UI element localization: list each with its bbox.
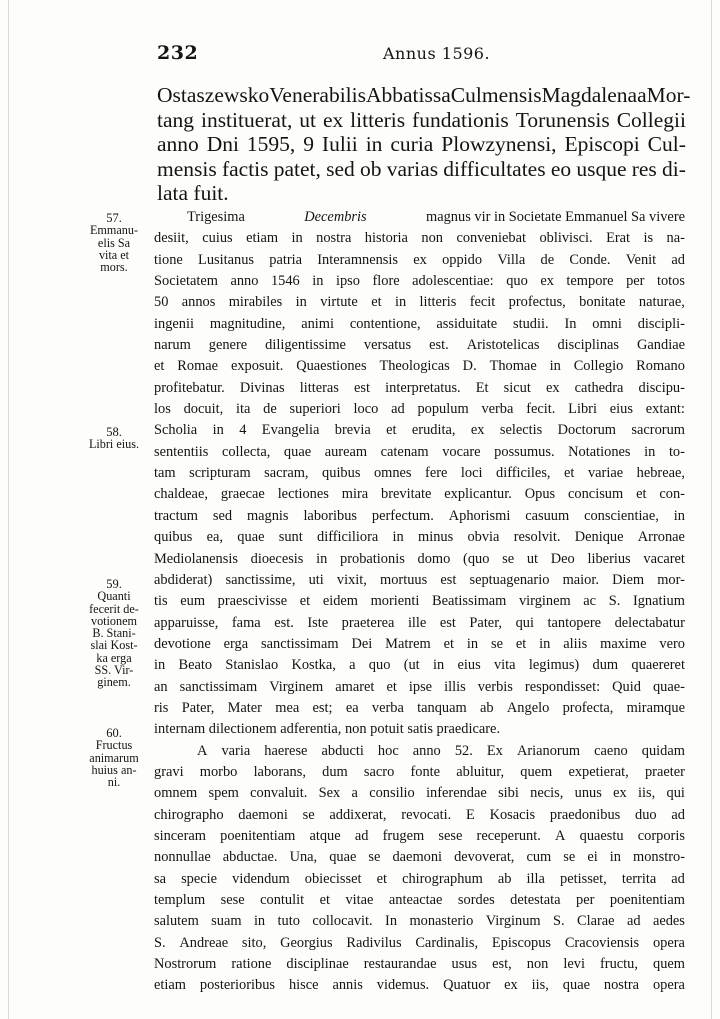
- body-line: etiam posterioribus hisce annis videmus. Quatuor ex iis, quae nostra opera: [154, 977, 685, 994]
- margin-note-60: 60. Fructus animarum huius an- ni.: [80, 727, 148, 788]
- margin-note-57: 57. Emmanu- elis Sa vita et mors.: [80, 212, 148, 273]
- running-title: Annus 1596.: [383, 44, 491, 63]
- body-line: tractum sed magnis laboribus perfectum. Aphorismi casuum conscientiae, in: [154, 507, 685, 524]
- margin-note-59: 59. Quanti fecerit de- votionem B. Stani- slai Kost- ka erga SS. Vir- ginem.: [80, 578, 148, 689]
- body-line: Mediolanensis dioecesis in probationis domo (quo se ut Deo liberius vacaret: [154, 550, 685, 567]
- body-line: Societatem anno 1546 in ipso flore adolescentiae: quo ex tempore per totos: [154, 273, 685, 290]
- body-line: ris Pater, Mater mea est; ea verba tanquam ab Angelo profecta, miramque: [154, 699, 685, 716]
- margin-note-number: 58.: [106, 425, 122, 439]
- body-line: omnem spem convaluit. Sex a consilio inferendae sibi necis, unus ex iis, qui: [154, 785, 685, 802]
- body-line: tam scripturam sacram, quibus omnes fere loci difficiles, et variae hebreae,: [154, 465, 685, 482]
- scan-edge-right: [711, 0, 712, 1019]
- body-line: Trigesima Decembris magnus vir in Societate Emmanuel Sa vivere: [154, 207, 685, 228]
- body-line: 50 annos mirabiles in virtute et in litteris fecit profectus, bonitate naturae,: [154, 294, 685, 311]
- body-line: chaldeae, graecae lectiones mira brevitate explicantur. Opus concisum et con-: [154, 486, 685, 503]
- page-number: 232: [157, 42, 199, 64]
- body-line: Nostrorum ratione disciplinae restaurandae usus est, non levi fructu, quem: [154, 956, 685, 973]
- body-line: narum genere diligentissime versatus est. Aristotelicas disciplinas Gandiae: [154, 337, 685, 354]
- body-line: tis eum praescivisse et eidem morienti Beatissimam virginem ac S. Ignatium: [154, 593, 685, 610]
- body-line: tione Lusitanus patria Interamnensis ex oppido Villa de Conde. Venit ad: [154, 251, 685, 268]
- margin-note-number: 59.: [106, 577, 122, 591]
- body-line: gravi morbo laborans, dum sacro fonte abluitur, quem expetierat, praeter: [154, 763, 685, 780]
- intro-paragraph: [157, 83, 691, 206]
- body-line: chirographo daemoni se addixerat, revocati. E Kosacis praedonibus duo ad: [154, 806, 685, 823]
- italic-word: Decembris: [304, 209, 367, 225]
- body-line: an sanctissimam Virginem amaret et ipse illis verbis respondisset: Quid quae-: [154, 678, 685, 695]
- body-line: desiit, cuius etiam in nostra historia non conveniebat oblivisci. Erat is na-: [154, 230, 685, 247]
- body-line: apparuisse, fama est. Iste praeterea ille est Pater, qui tantopere delectabatur: [154, 614, 685, 631]
- body-line: nonnullae abductae. Una, quae se daemoni devoverat, cum se ei in monstro-: [154, 849, 685, 866]
- body-line: templum sese contulit et vitae anteactae sordes detestata per poenitentiam: [154, 892, 685, 908]
- intro-line: anno Dni 1595, 9 Iulii in curia Plowzynensi, Episcopi Cul-: [157, 132, 686, 156]
- body-line: devotione erga sanctissimam Dei Matrem et in se et in aliis maxime vero: [154, 635, 685, 652]
- body-line: profitebatur. Divinas litteras est interpretatus. Et sicut ex cathedra discipu-: [154, 379, 685, 396]
- body-line: et Romae exposuit. Quaestiones Theologicas D. Thomae in Collegio Romano: [154, 358, 685, 375]
- body-line: internam dilectionem adferentia, non potuit satis praedicare.: [154, 721, 501, 738]
- intro-line: tang instituerat, ut ex litteris fundationis Torunensis Collegii: [157, 107, 686, 132]
- intro-line: mensis factis patet, sed ob varias difficultates eo usque res di-: [157, 156, 686, 181]
- body-line: sa specie videndum obiecisset et chirographum ab illa petisset, territa ad: [154, 870, 685, 887]
- margin-note-58: 58. Libri eius.: [80, 426, 148, 451]
- margin-note-number: 60.: [106, 726, 122, 740]
- body-line: ingenii magnitudine, animi contentione, assiduitate studii. In omni discipli-: [154, 315, 685, 332]
- scan-edge-left: [8, 0, 9, 1019]
- main-text: [154, 207, 685, 997]
- body-line: abdiderat) sanctissime, uti vixit, mortuus est septuagenario maior. Diem mor-: [154, 571, 685, 588]
- intro-line: lata fuit.: [157, 181, 229, 205]
- body-line: in Beato Stanislao Kostka, a quo (ut in eius vita legimus) dum quaereret: [154, 657, 685, 674]
- body-line: los docuit, ita de superiori loco ad populum verba fecit. Libri eius extant:: [154, 401, 685, 418]
- margin-note-number: 57.: [106, 211, 122, 225]
- body-line: Scholia in 4 Evangelia brevia et erudita, ex selectis Doctorum sacrorum: [154, 422, 685, 439]
- body-line: quibus ea, quae sunt difficiliora in minus obvia resolvit. Denique Arronae: [154, 529, 685, 546]
- body-line: S. Andreae sito, Georgius Radivilus Cardinalis, Episcopus Cracoviensis opera: [154, 934, 685, 951]
- body-line: sinceram poenitentiam atque ad frugem sese receperunt. A quaestu corporis: [154, 827, 685, 844]
- body-line: sententiis collecta, quae auream catenam vocare possumus. Notationes in to-: [154, 443, 685, 460]
- body-line: A varia haerese abducti hoc anno 52. Ex Arianorum caeno quidam: [197, 742, 685, 759]
- body-line: salutem suam in tuto collocavit. In monasterio Virginum S. Clarae ad aedes: [154, 913, 685, 930]
- intro-line: Ostaszewsko Venerabilis Abbatissa Culmensis Magdalena a Mor-: [157, 83, 691, 107]
